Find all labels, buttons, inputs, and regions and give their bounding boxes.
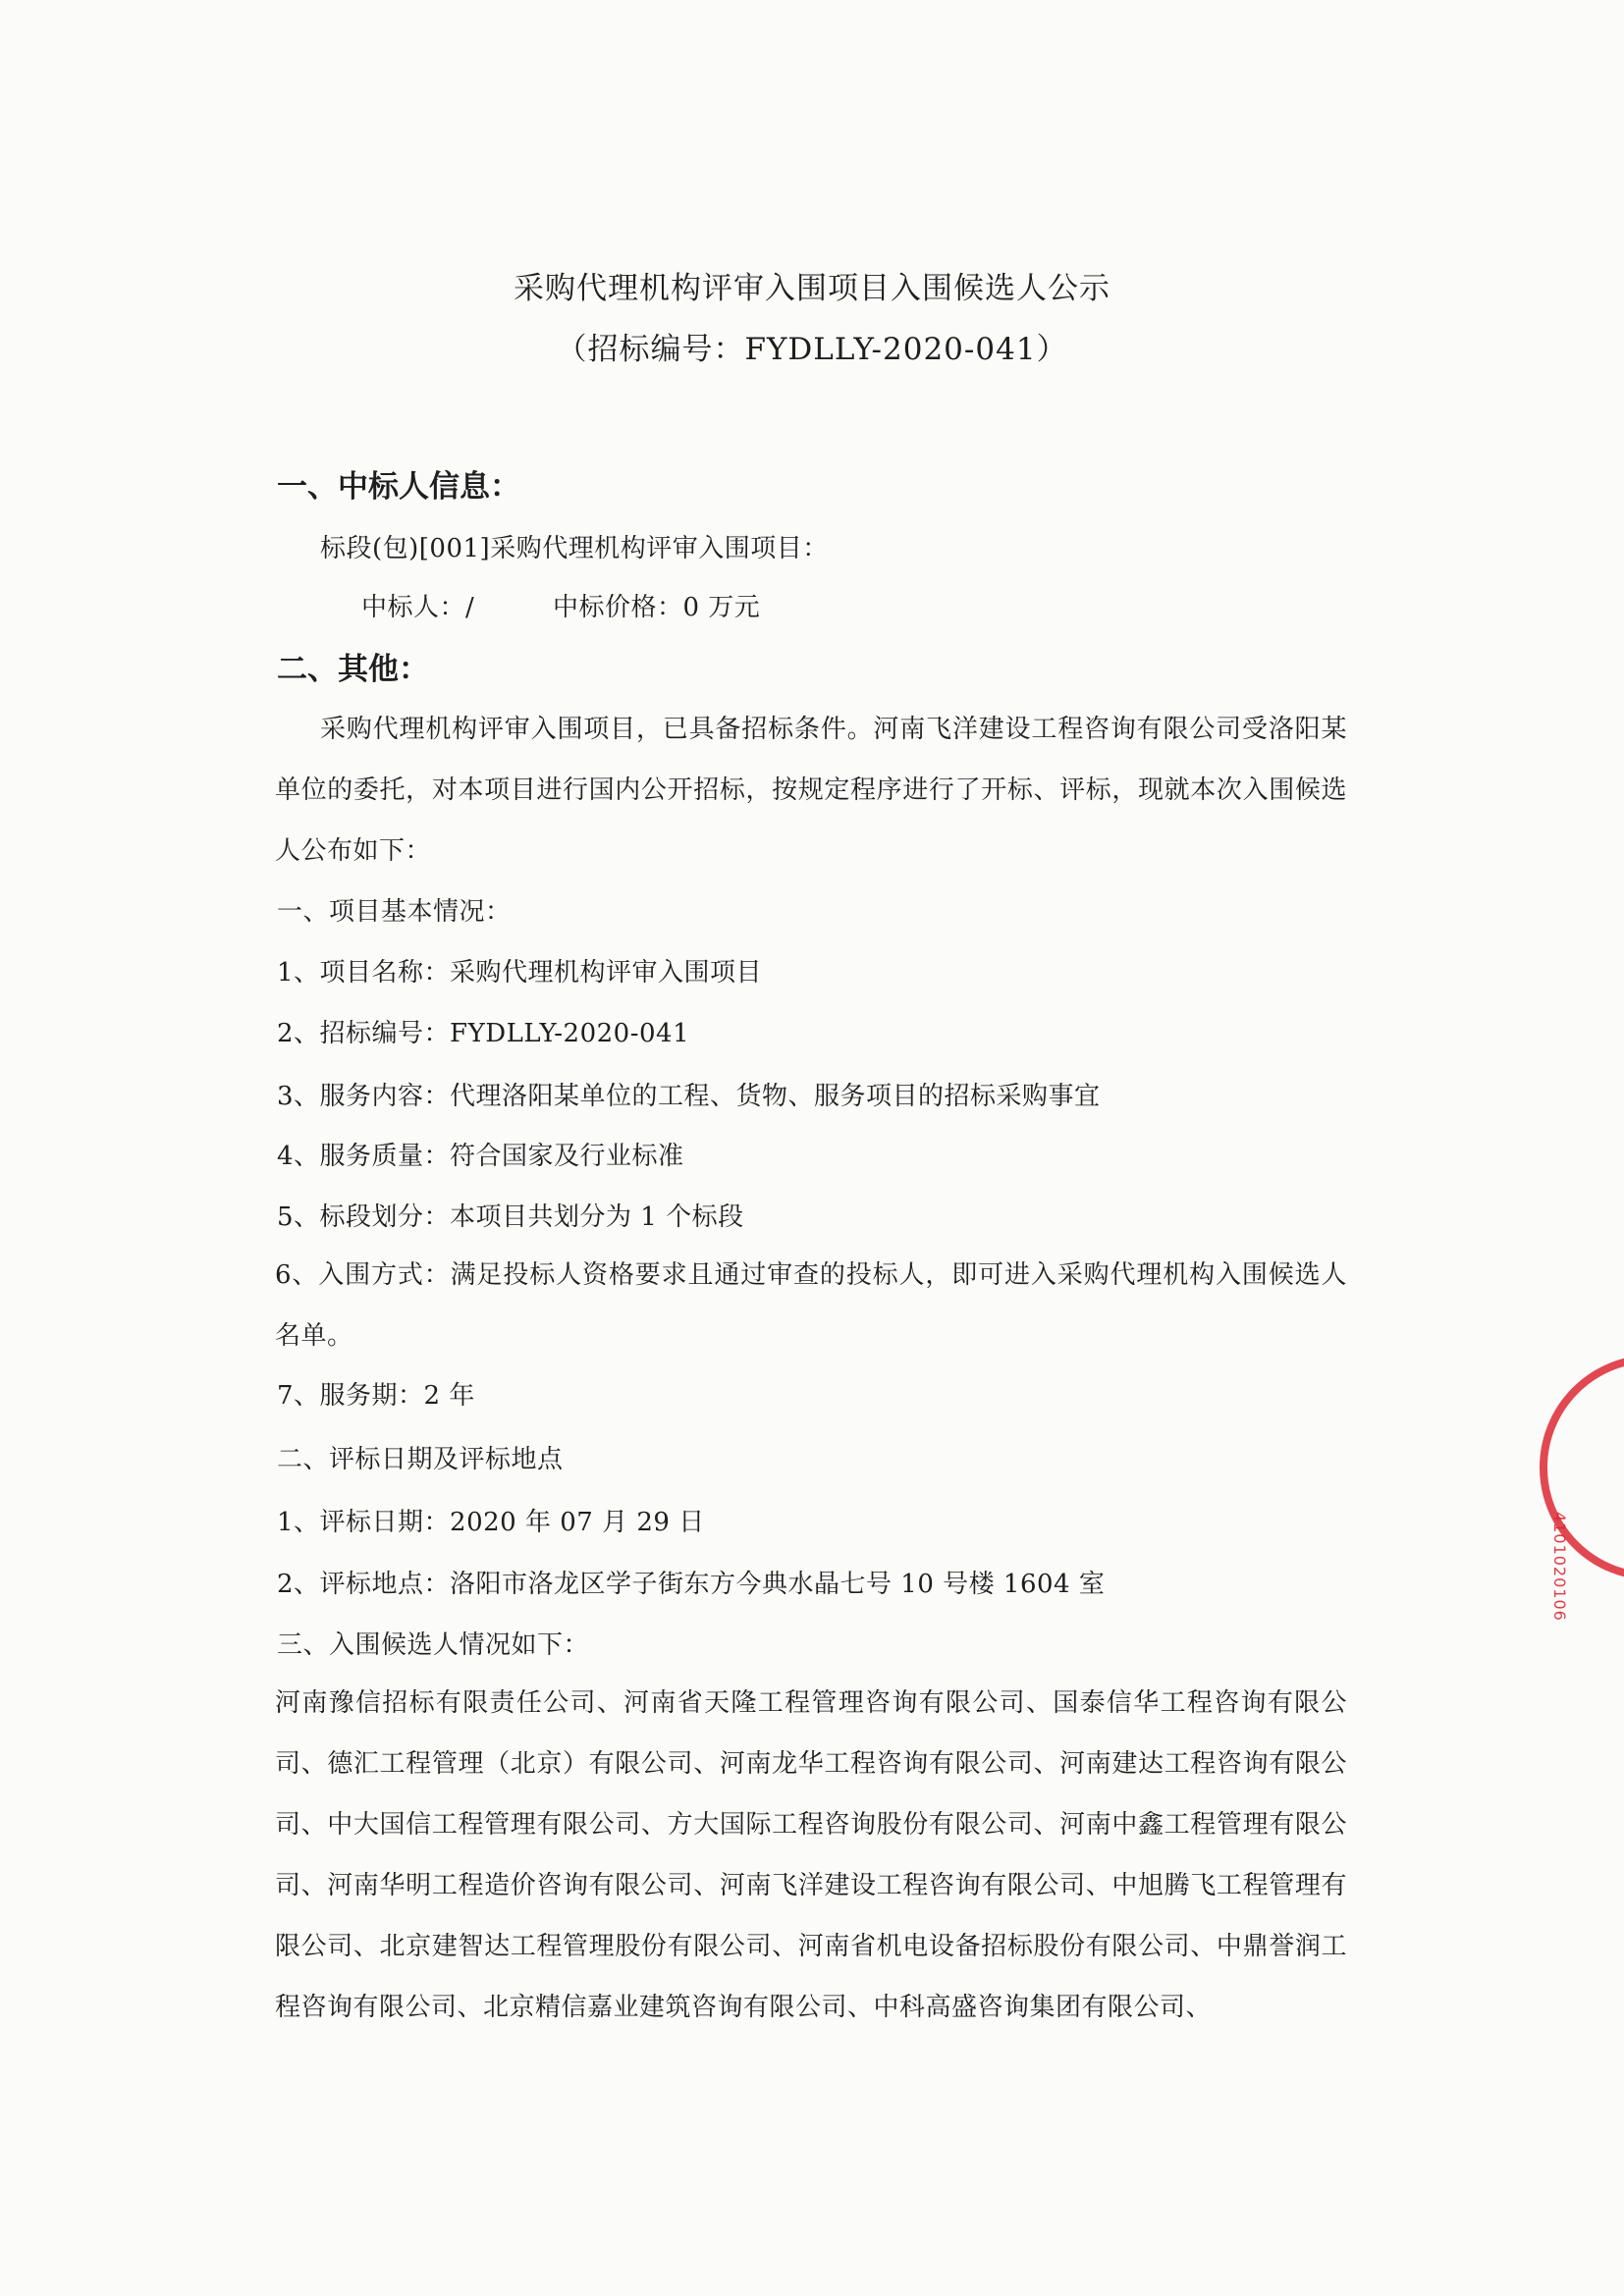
- item-tender-number: 2、招标编号：FYDLLY-2020-041: [277, 1019, 690, 1048]
- intro-paragraph: 采购代理机构评审入围项目，已具备招标条件。河南飞洋建设工程咨询有限公司受洛阳某单位的委托，对本项目进行国内公开招标，按规定程序进行了开标、评标，现就本次入围候选人公布如下：: [275, 715, 1347, 866]
- item-entry-method: 6、入围方式：满足投标人资格要求且通过审查的投标人，即可进入采购代理机构入围候选人名单。: [275, 1260, 1347, 1351]
- candidates-list: 河南豫信招标有限责任公司、河南省天隆工程管理咨询有限公司、国泰信华工程咨询有限公司、德汇工程管理（北京）有限公司、河南龙华工程咨询有限公司、河南建达工程咨询有限公司、中大国信工程管理有限公司、方大国际工程咨询股份有限公司、河南中鑫工程管理有限公司、河南华明工程造价咨询有限公司、河南飞洋建设工程咨询有限公司、中旭腾飞工程管理有限公司、北京建智达工程管理股份有限公司、河南省机电设备招标股份有限公司、中鼎誉润工程咨询有限公司、北京精信嘉业建筑咨询有限公司、中科高盛咨询集团有限公司、: [275, 1688, 1347, 2022]
- item-service-quality: 4、服务质量：符合国家及行业标准: [277, 1142, 684, 1171]
- basic-info-heading: 一、项目基本情况：: [277, 897, 512, 927]
- document-title: 采购代理机构评审入围项目入围候选人公示: [514, 271, 1110, 306]
- price-label: 中标价格：0 万元: [553, 593, 761, 622]
- lot-line: 标段(包)[001]采购代理机构评审入围项目：: [320, 534, 829, 563]
- evaluation-heading: 二、评标日期及评标地点: [277, 1445, 564, 1474]
- section-heading-other: 二、其他：: [277, 652, 429, 687]
- candidates-heading: 三、入围候选人情况如下：: [277, 1630, 590, 1660]
- item-service-content: 3、服务内容：代理洛阳某单位的工程、货物、服务项目的招标采购事宜: [277, 1082, 1101, 1111]
- item-project-name: 1、项目名称：采购代理机构评审入围项目: [277, 958, 763, 988]
- item-service-period: 7、服务期：2 年: [277, 1381, 475, 1411]
- evaluation-date: 1、评标日期：2020 年 07 月 29 日: [277, 1508, 705, 1537]
- winner-label: 中标人：/: [361, 593, 475, 622]
- section-heading-winner-info: 一、中标人信息：: [277, 469, 520, 505]
- seal-number: 4101020106: [1550, 1512, 1569, 1622]
- item-lot-division: 5、标段划分：本项目共划分为 1 个标段: [277, 1202, 744, 1232]
- tender-number: （招标编号：FYDLLY-2020-041）: [556, 332, 1068, 367]
- evaluation-location: 2、评标地点：洛阳市洛龙区学子街东方今典水晶七号 10 号楼 1604 室: [277, 1570, 1106, 1599]
